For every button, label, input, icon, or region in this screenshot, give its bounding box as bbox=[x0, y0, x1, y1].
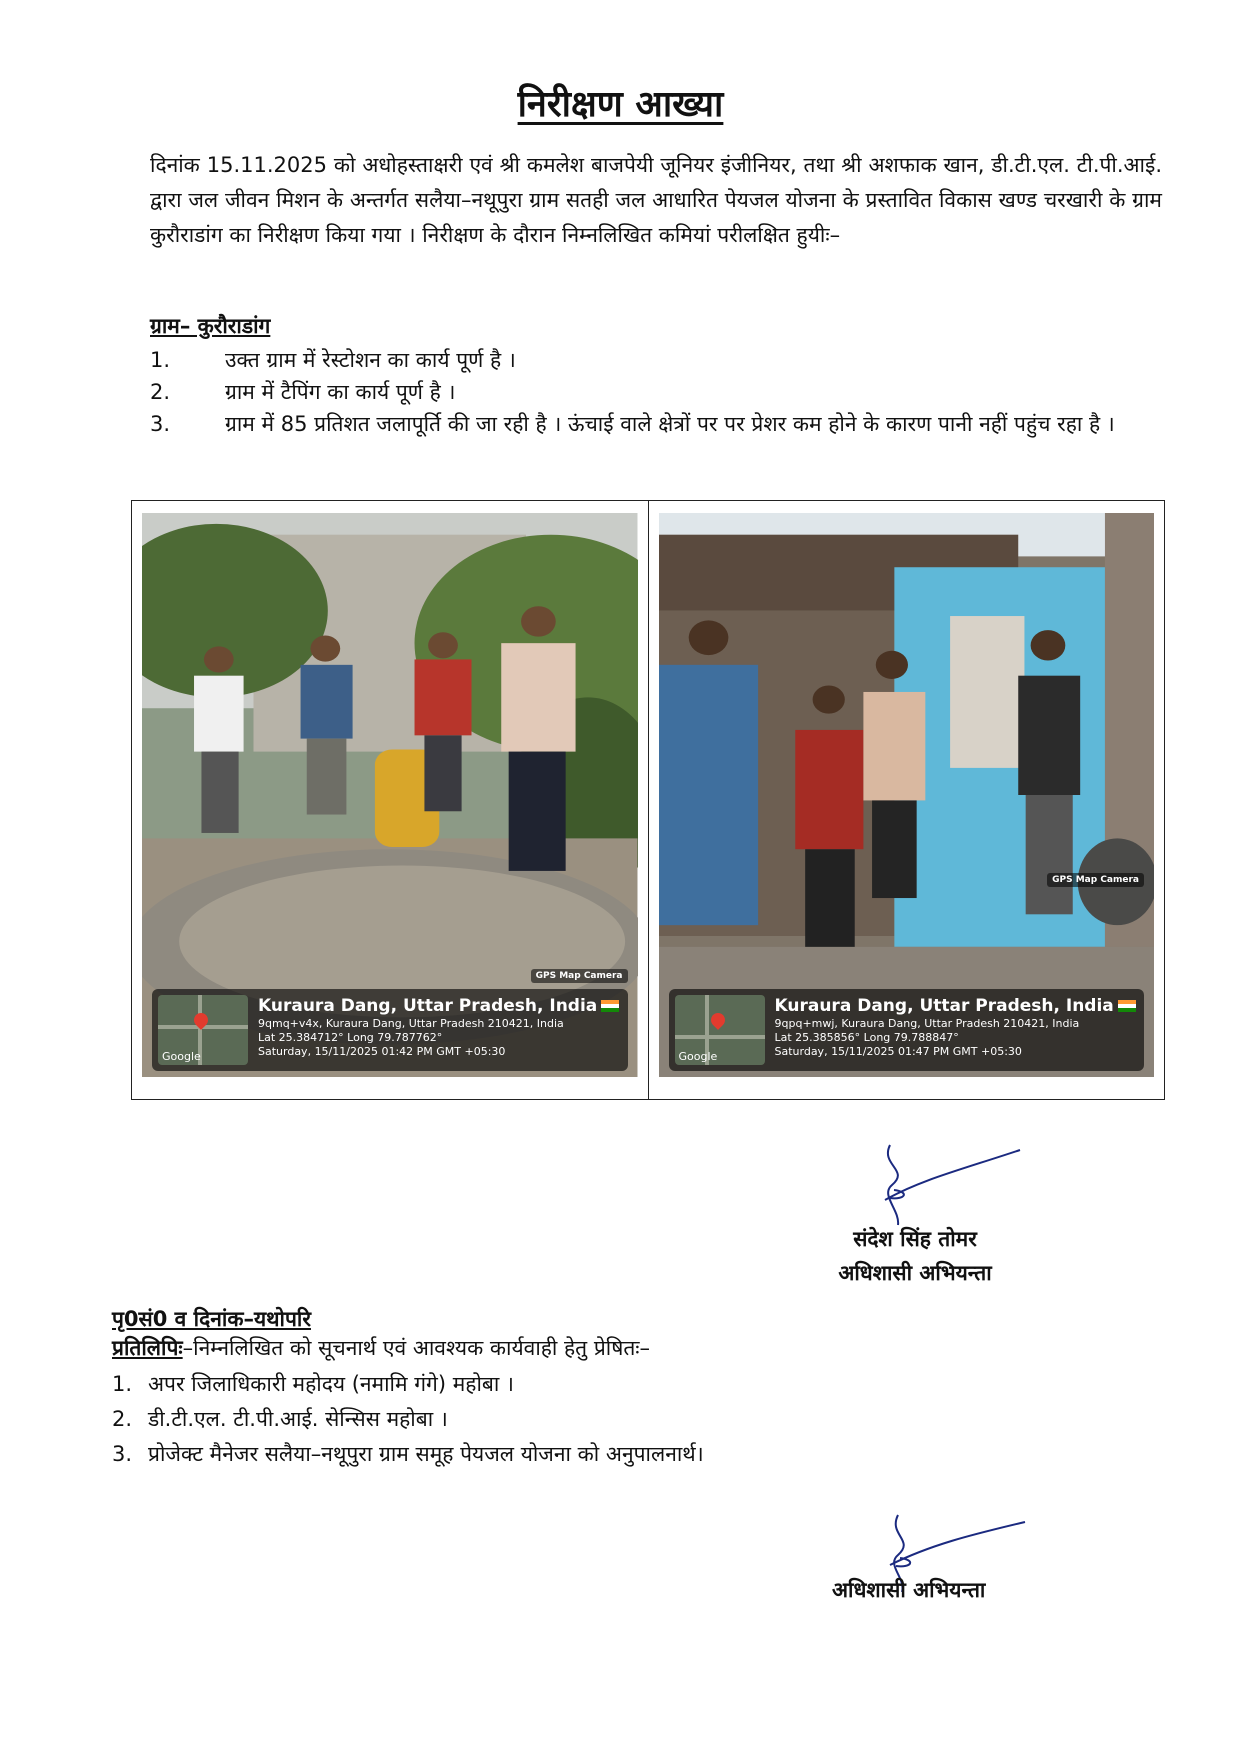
gps-overlay bbox=[669, 989, 1145, 1071]
observation-item bbox=[150, 344, 1162, 376]
observation-number: 2. bbox=[150, 380, 171, 404]
copy-item-number: 3. bbox=[112, 1442, 133, 1466]
photo-cell-2 bbox=[648, 501, 1165, 1099]
photo-table bbox=[131, 500, 1165, 1100]
copy-item bbox=[112, 1402, 704, 1437]
gps-datetime: Saturday, 15/11/2025 01:42 PM GMT +05:30 bbox=[258, 1045, 506, 1058]
gps-address: 9qmq+v4x, Kuraura Dang, Uttar Pradesh 210421, India bbox=[258, 1017, 564, 1030]
copy-item-text: प्रोजेक्ट मैनेजर सलैया–नथूपुरा ग्राम समूह पेयजल योजना को अनुपालनार्थ। bbox=[148, 1442, 704, 1466]
observation-number: 1. bbox=[150, 348, 171, 372]
india-flag-icon bbox=[1118, 1000, 1136, 1012]
signatory-name: संदेश सिंह तोमर bbox=[853, 1227, 977, 1251]
observation-item bbox=[150, 376, 1162, 408]
copy-heading: प्रतिलिपिः bbox=[112, 1336, 183, 1360]
gps-latlong: Lat 25.385856° Long 79.788847° bbox=[774, 1031, 959, 1044]
observation-item bbox=[150, 408, 1162, 440]
copy-text: –निम्नलिखित को सूचनार्थ एवं आवश्यक कार्यवाही हेतु प्रेषितः– bbox=[182, 1336, 651, 1360]
copy-item-text: अपर जिलाधिकारी महोदय (नमामि गंगे) महोबा । bbox=[148, 1372, 514, 1396]
gps-info bbox=[771, 989, 1140, 1071]
observation-text: ग्राम में 85 प्रतिशत जलापूर्ति की जा रही है । ऊंचाई वाले क्षेत्रों पर पर प्रेशर कम होने के कारण पानी नहीं पहुंच रहा है । bbox=[225, 412, 1115, 436]
signatory-2-designation: अधिशासी अभियन्ता bbox=[832, 1578, 986, 1602]
signature-1 bbox=[870, 1140, 1030, 1230]
copy-intro bbox=[112, 1332, 704, 1365]
page-title: निरीक्षण आख्या bbox=[517, 84, 724, 125]
copy-section bbox=[112, 1332, 704, 1472]
google-logo: Google bbox=[678, 1050, 718, 1063]
signatory-designation: अधिशासी अभियन्ता bbox=[838, 1261, 992, 1285]
signatory-block bbox=[820, 1222, 1010, 1290]
site-photo-1 bbox=[142, 513, 638, 1077]
observation-text: ग्राम में टैपिंग का कार्य पूर्ण है । bbox=[225, 380, 456, 404]
copy-item-number: 1. bbox=[112, 1372, 133, 1396]
gps-info bbox=[254, 989, 623, 1071]
observation-list bbox=[150, 344, 1162, 440]
site-photo-2 bbox=[659, 513, 1155, 1077]
copy-list bbox=[112, 1367, 704, 1472]
observation-number: 3. bbox=[150, 412, 171, 436]
india-flag-icon bbox=[601, 1000, 619, 1012]
gps-place: Kuraura Dang, Uttar Pradesh, India bbox=[775, 995, 1136, 1017]
photo-cell-1 bbox=[132, 501, 648, 1099]
gps-overlay bbox=[152, 989, 628, 1071]
copy-item-text: डी.टी.एल. टी.पी.आई. सेन्सिस महोबा । bbox=[148, 1407, 448, 1431]
observation-text: उक्त ग्राम में रेस्टोशन का कार्य पूर्ण है । bbox=[225, 348, 516, 372]
map-pin-icon bbox=[708, 1010, 728, 1030]
gps-camera-label: GPS Map Camera bbox=[531, 969, 628, 983]
google-logo: Google bbox=[162, 1050, 201, 1063]
gps-address: 9qpq+mwj, Kuraura Dang, Uttar Pradesh 210421, India bbox=[774, 1017, 1080, 1030]
gps-latlong: Lat 25.384712° Long 79.787762° bbox=[258, 1031, 443, 1044]
gps-camera-label: GPS Map Camera bbox=[1047, 873, 1144, 887]
reference-line: पृ0सं0 व दिनांक–यथोपरि bbox=[112, 1307, 311, 1331]
gps-place: Kuraura Dang, Uttar Pradesh, India bbox=[258, 995, 619, 1017]
gps-datetime: Saturday, 15/11/2025 01:47 PM GMT +05:30 bbox=[774, 1045, 1022, 1058]
copy-item bbox=[112, 1437, 704, 1472]
map-thumbnail bbox=[158, 995, 248, 1065]
intro-paragraph: दिनांक 15.11.2025 को अधोहस्ताक्षरी एवं श्री कमलेश बाजपेयी जूनियर इंजीनियर, तथा श्री अशफाक खान, डी.टी.एल. टी.पी.आई. द्वारा जल जीवन मिशन के अन्तर्गत सलैया–नथूपुरा ग्राम सतही जल आधारित पेयजल योजना के प्रस्तावित विकास खण्ड चरखारी के ग्राम कुरौराडांग का निरीक्षण किया गया । निरीक्षण के दौरान निम्नलिखित कमियां परीलक्षित हुयीः– bbox=[150, 153, 1162, 247]
copy-item-number: 2. bbox=[112, 1407, 133, 1431]
map-thumbnail bbox=[675, 995, 765, 1065]
copy-item bbox=[112, 1367, 704, 1402]
village-heading: ग्राम– कुरौराडांग bbox=[150, 314, 271, 338]
